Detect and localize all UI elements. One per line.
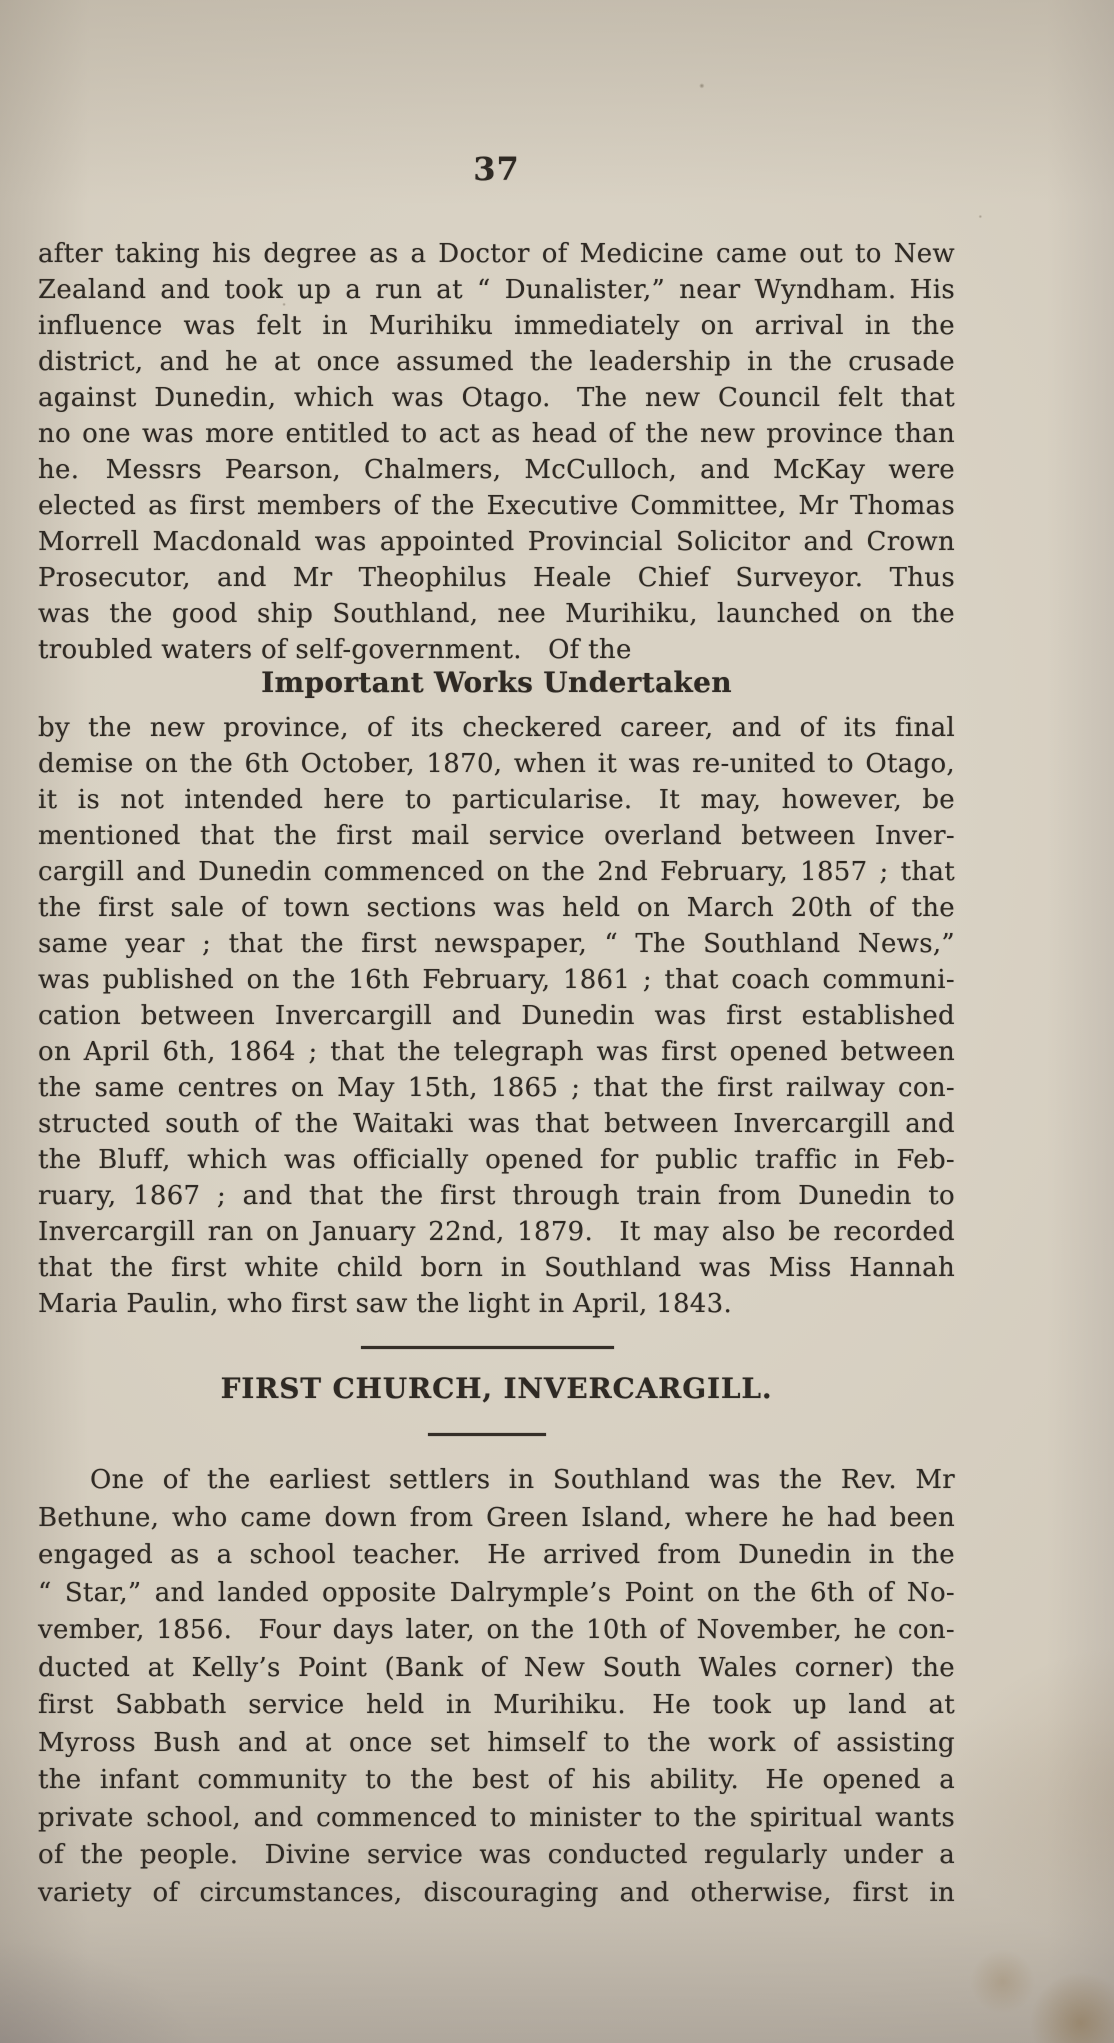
text-line: Invercargill ran on January 22nd, 1879. It may also be recorded <box>38 1217 955 1247</box>
text-line: influence was felt in Murihiku immediately on arrival in the <box>38 311 955 341</box>
section-divider-long <box>361 1346 614 1349</box>
text-line: he. Messrs Pearson, Chalmers, McCulloch, and McKay were <box>38 455 955 485</box>
text-line: was the good ship Southland, nee Murihiku, launched on the <box>38 599 955 629</box>
text-line: by the new province, of its checkered career, and of its final <box>38 713 955 743</box>
text-line: Zealand and took up a run at “ Dunalister,” near Wyndham. His <box>38 275 955 305</box>
text-line: the same centres on May 15th, 1865 ; that the first railway con- <box>38 1073 955 1103</box>
text-line: district, and he at once assumed the leadership in the crusade <box>38 347 955 377</box>
text-line: it is not intended here to particularise. It may, however, be <box>38 785 955 815</box>
text-line: that the first white child born in Southland was Miss Hannah <box>38 1253 955 1283</box>
paragraph-important-works-body <box>38 710 955 1322</box>
text-line: cation between Invercargill and Dunedin was first established <box>38 1001 955 1031</box>
text-line: troubled waters of self-government. Of the <box>38 635 632 665</box>
text-line: on April 6th, 1864 ; that the telegraph was first opened between <box>38 1037 955 1067</box>
text-line: variety of circumstances, discouraging and otherwise, first in <box>38 1877 955 1908</box>
text-line: the Bluff, which was officially opened for public traffic in Feb- <box>38 1145 955 1175</box>
text-line: the first sale of town sections was held on March 20th of the <box>38 893 955 923</box>
text-line: ruary, 1867 ; and that the first through train from Dunedin to <box>38 1181 955 1211</box>
text-line: elected as first members of the Executive Committee, Mr Thomas <box>38 491 955 521</box>
text-line: Bethune, who came down from Green Island, where he had been <box>38 1502 955 1533</box>
text-line: mentioned that the first mail service overland between Inver- <box>38 821 955 851</box>
text-line: vember, 1856. Four days later, on the 10th of November, he con- <box>38 1615 955 1645</box>
paragraph-first-church-body <box>38 1462 955 1912</box>
text-line: One of the earliest settlers in Southland was the Rev. Mr <box>90 1465 955 1495</box>
section-divider-short <box>428 1433 546 1436</box>
text-line: no one was more entitled to act as head of the new province than <box>38 419 955 449</box>
text-line: the infant community to the best of his ability. He opened a <box>38 1765 955 1795</box>
text-line: engaged as a school teacher. He arrived from Dunedin in the <box>38 1540 955 1570</box>
text-line: Myross Bush and at once set himself to the work of assisting <box>38 1727 955 1758</box>
paragraph-opening-continuation <box>38 236 955 668</box>
text-line: structed south of the Waitaki was that between Invercargill and <box>38 1109 955 1139</box>
section-heading-first-church: FIRST CHURCH, INVERCARGILL. <box>220 1372 773 1405</box>
page-number: 37 <box>473 150 520 188</box>
text-line: “ Star,” and landed opposite Dalrymple’s Point on the 6th of No- <box>38 1577 955 1608</box>
text-line: Morrell Macdonald was appointed Provincial Solicitor and Crown <box>38 527 955 557</box>
text-line: cargill and Dunedin commenced on the 2nd February, 1857 ; that <box>38 857 955 887</box>
text-line: private school, and commenced to minister to the spiritual wants <box>38 1802 955 1833</box>
text-line: Maria Paulin, who first saw the light in April, 1843. <box>38 1289 733 1319</box>
text-line: ducted at Kelly’s Point (Bank of New South Wales corner) the <box>38 1652 955 1683</box>
text-line: demise on the 6th October, 1870, when it was re-united to Otago, <box>38 749 955 779</box>
section-heading-important-works: Important Works Undertaken <box>261 666 732 699</box>
text-line: Prosecutor, and Mr Theophilus Heale Chief Surveyor. Thus <box>38 563 955 593</box>
text-line: first Sabbath service held in Murihiku. He took up land at <box>38 1690 955 1720</box>
text-line: same year ; that the first newspaper, “ The Southland News,” <box>38 929 955 959</box>
text-line: against Dunedin, which was Otago. The new Council felt that <box>38 383 955 413</box>
text-line: of the people. Divine service was conducted regularly under a <box>38 1840 955 1870</box>
text-line: was published on the 16th February, 1861 ; that coach communi- <box>38 965 955 995</box>
text-line: after taking his degree as a Doctor of Medicine came out to New <box>38 239 955 269</box>
